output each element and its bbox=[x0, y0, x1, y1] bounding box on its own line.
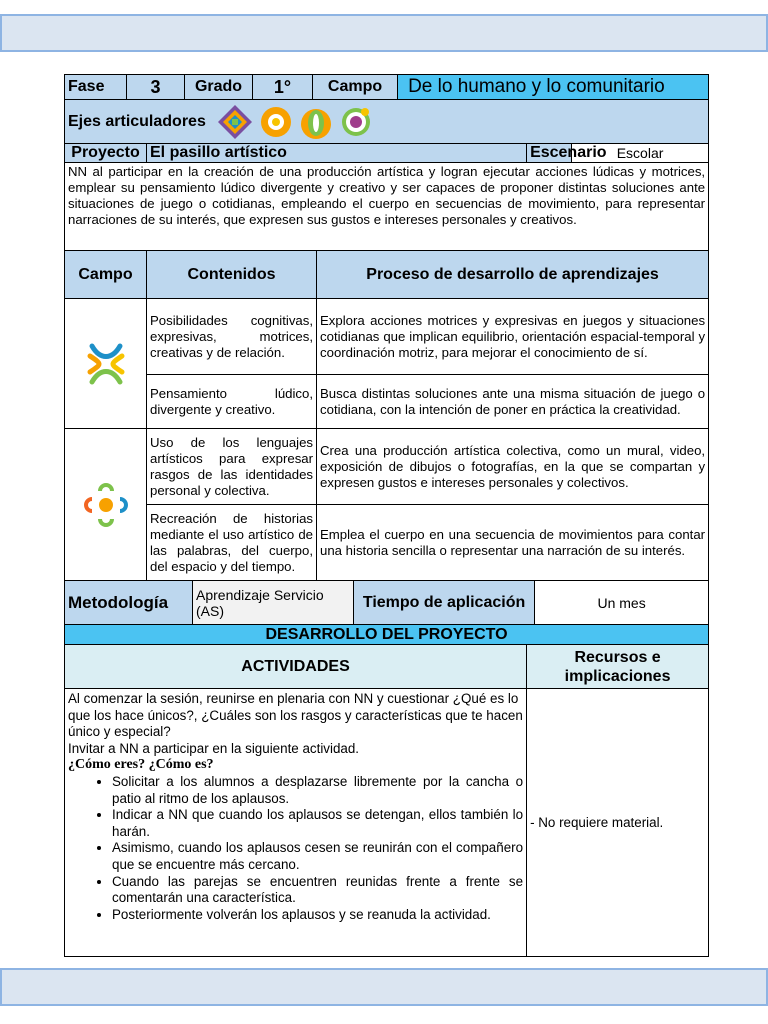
grado-value: 1° bbox=[253, 75, 313, 100]
escenario-value: Escolar bbox=[572, 144, 709, 163]
contenido-cell: Posibilidades cognitivas, expresivas, motrices, creativas y de relación. bbox=[147, 299, 317, 375]
desarrollo-title-row bbox=[65, 625, 709, 645]
list-item: • Solicitar a los alumnos a desplazarse libremente por la cancha o patio al ritmo de los aplausos. bbox=[112, 774, 523, 807]
artes-icon bbox=[338, 103, 374, 141]
escenario-label: Escenario bbox=[527, 144, 572, 163]
activities-row bbox=[65, 689, 709, 957]
humano-comunitario-icon bbox=[86, 342, 126, 386]
metodologia-value: Aprendizaje Servicio (AS) bbox=[193, 581, 354, 625]
etica-naturaleza-icon bbox=[86, 483, 126, 527]
ejes-cell bbox=[65, 100, 709, 144]
tiempo-value: Un mes bbox=[535, 581, 709, 625]
column-contenidos: Contenidos bbox=[147, 251, 317, 299]
ejes-label: Ejes articuladores bbox=[68, 112, 206, 130]
column-proceso: Proceso de desarrollo de aprendizajes bbox=[317, 251, 709, 299]
campo-label: Campo bbox=[313, 75, 398, 100]
list-item: • Cuando las parejas se encuentren reunidas frente a frente se comentarán una característica. bbox=[112, 874, 523, 907]
content-row bbox=[65, 429, 709, 505]
contenido-cell: Recreación de historias mediante el uso artístico de las palabras, del cuerpo, del espacio y del tiempo. bbox=[147, 505, 317, 581]
description-row bbox=[65, 163, 709, 251]
activity-steps bbox=[68, 774, 523, 923]
columns-header-row bbox=[65, 251, 709, 299]
recursos-header: Recursos e implicaciones bbox=[527, 645, 709, 689]
project-description: NN al participar en la creación de una producción artística y logran ejecutar acciones lúdicas y motrices, emplear su pensamiento lúdico divergente y creativo y ser capaces de proponer distintas soluciones ante situaciones de juego o cotidianas, empleando el cuerpo en secuencias de movimiento, para representar narraciones de su interés, que expresen sus gustos e intereses personales y creativos. bbox=[65, 163, 709, 251]
fase-label: Fase bbox=[65, 75, 127, 100]
ejes-row bbox=[65, 100, 709, 144]
proceso-cell: Emplea el cuerpo en una secuencia de movimientos para contar una historia sencilla o representar una narración de su interés. bbox=[317, 505, 709, 581]
inclusion-icon bbox=[216, 103, 254, 141]
vida-saludable-icon bbox=[298, 103, 334, 141]
bottom-banner bbox=[0, 968, 768, 1006]
methodology-row bbox=[65, 581, 709, 625]
planning-table bbox=[64, 74, 709, 957]
proceso-cell: Crea una producción artística colectiva, como un mural, video, exposición de dibujos o fotografías, en la que se compartan y expresen gustos e intereses personales y colectivos. bbox=[317, 429, 709, 505]
grado-label: Grado bbox=[185, 75, 253, 100]
pensamiento-critico-icon bbox=[258, 103, 294, 141]
content-row bbox=[65, 375, 709, 429]
activity-title: ¿Cómo eres? ¿Cómo es? bbox=[68, 757, 214, 773]
ejes-icon-group bbox=[216, 103, 374, 141]
proceso-cell: Explora acciones motrices y expresivas en juegos y situaciones cotidianas que implican equilibrio, orientación espacial-temporal y coordinación motriz, para mejorar el conocimiento de sí. bbox=[317, 299, 709, 375]
proyecto-row bbox=[65, 144, 709, 163]
activities-cell bbox=[65, 689, 527, 957]
actividades-header: ACTIVIDADES bbox=[65, 645, 527, 689]
content-row bbox=[65, 299, 709, 375]
recursos-cell: - No requiere material. bbox=[527, 689, 709, 957]
activities-invite: Invitar a NN a participar en la siguiente actividad. bbox=[68, 740, 360, 756]
proyecto-label: Proyecto bbox=[65, 144, 147, 163]
campo-icon-cell bbox=[65, 299, 147, 429]
activities-intro: Al comenzar la sesión, reunirse en plenaria con NN y cuestionar ¿Qué es lo que los hace únicos?, ¿Cuáles son los rasgos y características que te hacen único y especial? bbox=[68, 691, 523, 740]
list-item: • Indicar a NN que cuando los aplausos se detengan, ellos también lo harán. bbox=[112, 807, 523, 840]
campo-value: De lo humano y lo comunitario bbox=[398, 75, 709, 100]
campo-icon-cell bbox=[65, 429, 147, 581]
fase-value: 3 bbox=[127, 75, 185, 100]
proyecto-value: El pasillo artístico bbox=[147, 144, 527, 163]
desarrollo-title: DESARROLLO DEL PROYECTO bbox=[65, 625, 709, 645]
actividades-header-row bbox=[65, 645, 709, 689]
content-row bbox=[65, 505, 709, 581]
list-item: • Posteriormente volverán los aplausos y se reanuda la actividad. bbox=[112, 907, 523, 924]
top-banner bbox=[0, 14, 768, 52]
proceso-cell: Busca distintas soluciones ante una misma situación de juego o cotidiana, con la intención de poner en práctica la creatividad. bbox=[317, 375, 709, 429]
column-campo: Campo bbox=[65, 251, 147, 299]
metodologia-label: Metodología bbox=[65, 581, 193, 625]
contenido-cell: Uso de los lenguajes artísticos para expresar rasgos de las identidades personal y colectiva. bbox=[147, 429, 317, 505]
contenido-cell: Pensamiento lúdico, divergente y creativo. bbox=[147, 375, 317, 429]
header-row bbox=[65, 75, 709, 100]
list-item: • Asimismo, cuando los aplausos cesen se reunirán con el compañero que se encuentre más cercano. bbox=[112, 840, 523, 873]
tiempo-label: Tiempo de aplicación bbox=[354, 581, 535, 625]
